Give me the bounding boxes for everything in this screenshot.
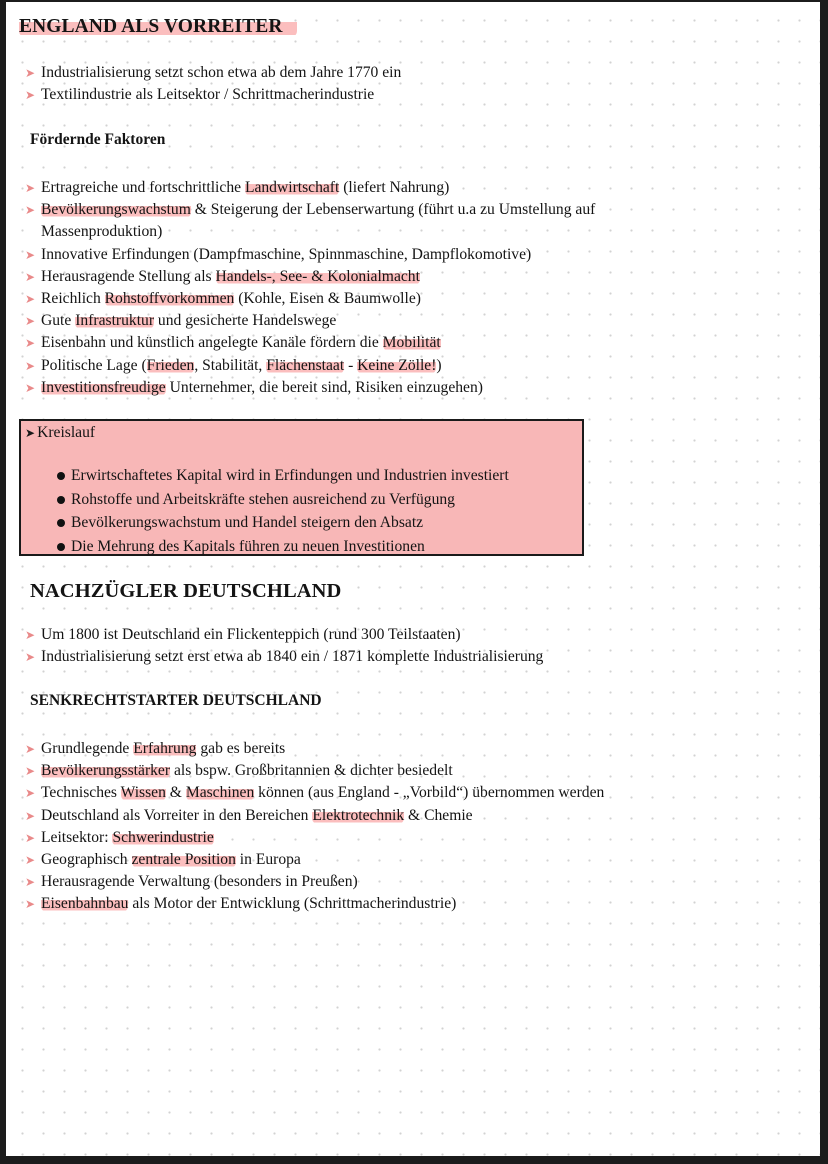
list-item: Rohstoffe und Arbeitskräfte stehen ausreichend zu Verfügung xyxy=(57,488,509,512)
arrow-bullet-icon: ➤ xyxy=(25,650,36,665)
list-item: ➤ Grundlegende Erfahrung gab es bereits xyxy=(25,738,725,760)
list-item: ➤ Investitionsfreudige Unternehmer, die bereit sind, Risiken einzugehen) xyxy=(25,377,725,399)
arrow-bullet-icon: ➤ xyxy=(25,808,36,823)
list-item: ➤ Herausragende Verwaltung (besonders in Preußen) xyxy=(25,871,725,893)
list-item: ➤ Um 1800 ist Deutschland ein Flickenteppich (rund 300 Teilstaaten) xyxy=(25,624,725,646)
arrow-bullet-icon: ➤ xyxy=(25,66,36,80)
list-item: ➤ Eisenbahn und künstlich angelegte Kanäle fördern die Mobilität xyxy=(25,332,725,354)
kreislauf-box xyxy=(19,419,584,556)
list-item: ➤ Deutschland als Vorreiter in den Bereichen Elektrotechnik & Chemie xyxy=(25,805,725,827)
list-item: ➤ Industrialisierung setzt schon etwa ab dem Jahre 1770 ein xyxy=(25,62,725,84)
list-item: ➤ Innovative Erfindungen (Dampfmaschine, Spinnmaschine, Dampflokomotive) xyxy=(25,244,725,266)
list-item: ➤ Politische Lage (Frieden, Stabilität, Flächenstaat - Keine Zölle!) xyxy=(25,355,725,377)
list-item: Bevölkerungswachstum und Handel steigern den Absatz xyxy=(57,511,509,535)
section-title-england xyxy=(19,16,297,38)
section-title-nachzuegler: NACHZÜGLER DEUTSCHLAND xyxy=(30,580,342,602)
arrow-bullet-icon: ➤ xyxy=(25,336,36,351)
list-item: ➤ Textilindustrie als Leitsektor / Schrittmacherindustrie xyxy=(25,84,725,106)
list-item: ➤ Technisches Wissen & Maschinen können (aus England - „Vorbild“) übernommen werden xyxy=(25,782,725,804)
list-item: Erwirtschaftetes Kapital wird in Erfindungen und Industrien investiert xyxy=(57,464,509,488)
list-item: ➤ Gute Infrastruktur und gesicherte Handelswege xyxy=(25,310,725,332)
nachzuegler-list xyxy=(25,624,725,668)
arrow-bullet-icon: ➤ xyxy=(25,358,36,373)
arrow-bullet-icon: ➤ xyxy=(25,875,36,890)
england-list xyxy=(25,62,725,106)
arrow-bullet-icon: ➤ xyxy=(25,426,36,440)
list-item: ➤ Bevölkerungswachstum & Steigerung der Lebenserwartung (führt u.a zu Umstellung auf Massenproduktion) xyxy=(25,201,596,241)
kreislauf-title: ➤ Kreislauf xyxy=(25,424,96,441)
subheading-senkrechtstarter: SENKRECHTSTARTER DEUTSCHLAND xyxy=(30,692,322,709)
arrow-bullet-icon: ➤ xyxy=(25,853,36,868)
subheading-foerdernde-faktoren: Fördernde Faktoren xyxy=(30,131,166,148)
list-item: Die Mehrung des Kapitals führen zu neuen Investitionen xyxy=(57,535,509,559)
list-item: ➤ Industrialisierung setzt erst etwa ab 1840 ein / 1871 komplette Industrialisierung xyxy=(25,646,725,668)
arrow-bullet-icon: ➤ xyxy=(25,742,36,756)
list-item: ➤ Bevölkerungsstärker als bspw. Großbritannien & dichter besiedelt xyxy=(25,760,725,782)
senkrechtstarter-list xyxy=(25,738,725,916)
arrow-bullet-icon: ➤ xyxy=(25,786,36,801)
arrow-bullet-icon: ➤ xyxy=(25,897,36,912)
list-item: ➤ Geographisch zentrale Position in Europa xyxy=(25,849,725,871)
arrow-bullet-icon: ➤ xyxy=(25,764,36,779)
arrow-bullet-icon: ➤ xyxy=(25,88,36,103)
list-item: ➤ Herausragende Stellung als Handels-, See- & Kolonialmacht xyxy=(25,266,725,288)
arrow-bullet-icon: ➤ xyxy=(25,203,36,218)
list-item: ➤ Eisenbahnbau als Motor der Entwicklung (Schrittmacherindustrie) xyxy=(25,893,725,915)
arrow-bullet-icon: ➤ xyxy=(25,314,36,329)
list-item: ➤ Ertragreiche und fortschrittliche Landwirtschaft (liefert Nahrung) xyxy=(25,177,725,199)
arrow-bullet-icon: ➤ xyxy=(25,181,36,195)
notes-page xyxy=(6,2,820,1156)
factors-list xyxy=(25,177,725,399)
list-item: ➤ Leitsektor: Schwerindustrie xyxy=(25,827,725,849)
arrow-bullet-icon: ➤ xyxy=(25,830,36,845)
arrow-bullet-icon: ➤ xyxy=(25,380,36,395)
title-highlight: ENGLAND ALS VORREITER xyxy=(19,16,297,37)
arrow-bullet-icon: ➤ xyxy=(25,269,36,284)
arrow-bullet-icon: ➤ xyxy=(25,247,36,262)
list-item: ➤ Reichlich Rohstoffvorkommen (Kohle, Eisen & Baumwolle) xyxy=(25,288,725,310)
kreislauf-list xyxy=(57,464,509,558)
arrow-bullet-icon: ➤ xyxy=(25,628,36,642)
arrow-bullet-icon: ➤ xyxy=(25,292,36,307)
